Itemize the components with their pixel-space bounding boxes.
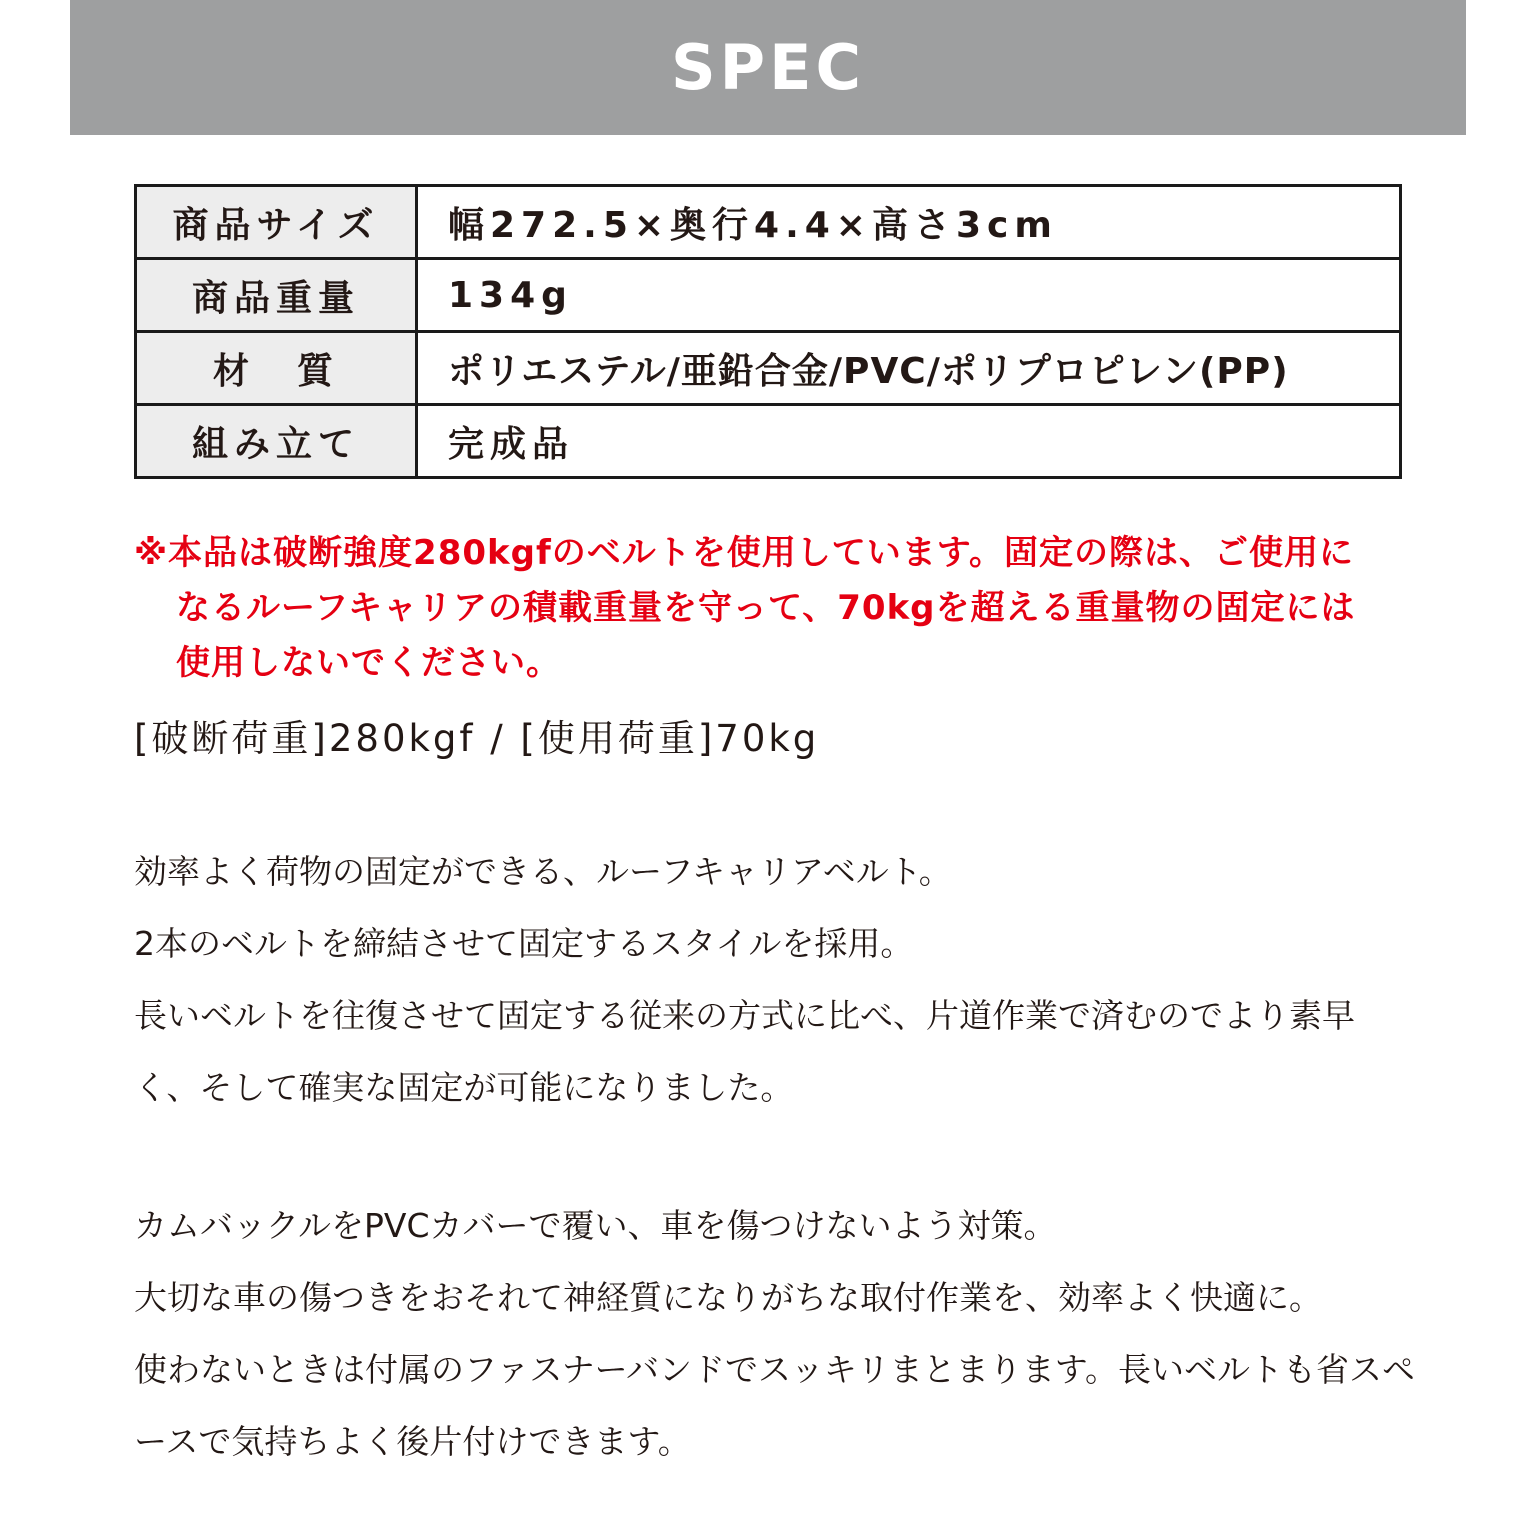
load-rating: [破断荷重]280kgf / [使用荷重]70kg (134, 717, 820, 760)
spec-value-weight: 134g (417, 259, 1401, 332)
spec-label-size: 商品サイズ (136, 186, 417, 259)
description-line: 大切な車の傷つきをおそれて神経質になりがちな取付作業を、効率よく快適に。 (134, 1278, 1322, 1317)
description-line: カムバックルをPVCカバーで覆い、車を傷つけないよう対策。 (134, 1206, 1057, 1245)
notice-line: ※本品は破断強度280kgfのベルトを使用しています。固定の際は、ご使用に (134, 533, 1355, 573)
description-line: 効率よく荷物の固定ができる、ルーフキャリアベルト。 (134, 852, 952, 891)
description-paragraph-2 (134, 1190, 1424, 1478)
notice-line: 使用しないでください。 (176, 643, 561, 683)
spec-value-material: ポリエステル/亜鉛合金/PVC/ポリプロピレン(PP) (417, 332, 1401, 405)
table-row (136, 332, 1401, 405)
warning-notice (134, 526, 1424, 691)
description-line: く、そして確実な固定が可能になりました。 (134, 1068, 794, 1107)
spec-table (134, 184, 1402, 479)
spec-header-banner (70, 0, 1466, 135)
description-line: 長いベルトを往復させて固定する従来の方式に比べ、片道作業で済むのでより素早 (134, 996, 1355, 1035)
spec-label-assembly: 組み立て (136, 405, 417, 478)
table-row (136, 186, 1401, 259)
spec-label-weight: 商品重量 (136, 259, 417, 332)
table-row (136, 405, 1401, 478)
notice-line: なるルーフキャリアの積載重量を守って、70kgを超える重量物の固定には (176, 588, 1356, 628)
table-row (136, 259, 1401, 332)
description-line: 2本のベルトを締結させて固定するスタイルを採用。 (134, 924, 914, 963)
spec-label-material: 材 質 (136, 332, 417, 405)
description-paragraph-1 (134, 836, 1424, 1124)
description-line: 使わないときは付属のファスナーバンドでスッキリまとまります。長いベルトも省スペ (134, 1350, 1416, 1389)
spec-value-assembly: 完成品 (417, 405, 1401, 478)
description-line: ースで気持ちよく後片付けできます。 (134, 1422, 691, 1461)
page-title: SPEC (671, 30, 865, 104)
spec-value-size: 幅272.5×奥行4.4×高さ3cm (417, 186, 1401, 259)
